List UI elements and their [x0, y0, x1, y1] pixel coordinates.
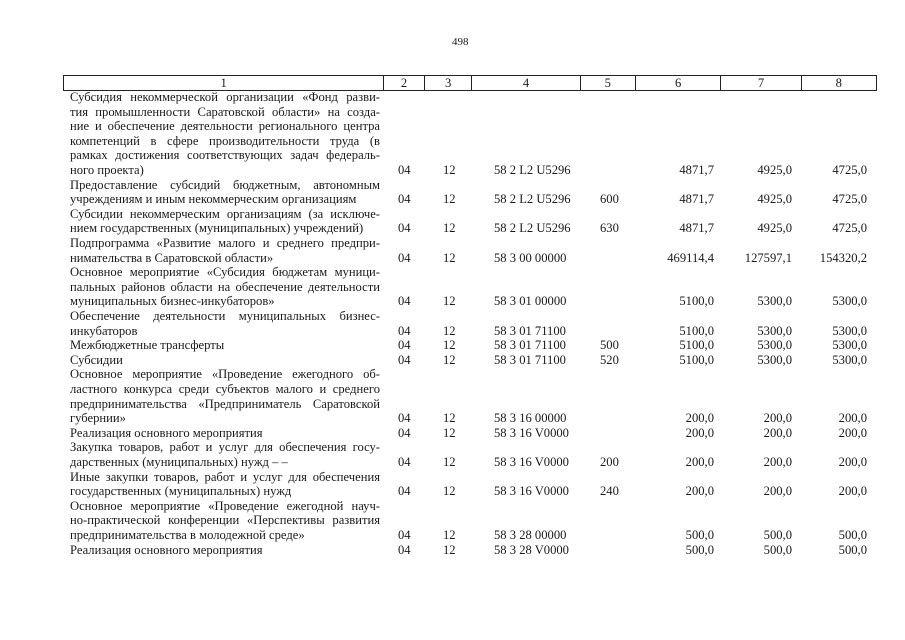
table-row — [0, 367, 905, 425]
cell-c4: 58 3 01 00000 — [494, 294, 567, 309]
cell-c2: 04 — [398, 528, 411, 542]
table-row — [0, 338, 905, 353]
row-description — [70, 353, 380, 368]
cell-c3: 12 — [443, 454, 456, 469]
cell-c6: 500,0 — [685, 528, 714, 542]
cell-c8: 200,0 — [838, 454, 867, 469]
cell-c2: 04 — [398, 411, 411, 426]
cell-c3: 12 — [443, 411, 456, 426]
cell-c4: 58 3 16 V0000 — [494, 425, 569, 440]
description-line: ние и обеспечение деятельности регионального центра — [70, 119, 380, 134]
description-line: Реализация основного мероприятия — [70, 542, 263, 557]
description-line: Субсидии — [70, 352, 123, 367]
cell-c4: 58 3 01 71100 — [494, 352, 566, 367]
description-line: но-практической конференции «Перспективы развития — [70, 513, 380, 528]
cell-c3: 12 — [443, 250, 456, 265]
cell-c7: 200,0 — [763, 454, 792, 469]
cell-c4: 58 3 28 V0000 — [494, 542, 569, 557]
cell-c8: 5300,0 — [832, 338, 867, 353]
table-row — [0, 178, 905, 207]
table-row — [0, 440, 905, 469]
cell-c8: 200,0 — [838, 411, 867, 426]
cell-c4: 58 3 01 71100 — [494, 338, 566, 353]
cell-c5: 520 — [600, 352, 619, 367]
cell-c6: 200,0 — [685, 484, 714, 499]
cell-c3: 12 — [443, 484, 456, 499]
cell-c7: 500,0 — [763, 542, 792, 557]
table-row — [0, 470, 905, 499]
cell-c2: 04 — [398, 221, 411, 236]
description-line: Основное мероприятие «Субсидия бюджетам муници- — [70, 265, 380, 280]
row-description — [70, 426, 380, 441]
cell-c7: 200,0 — [763, 484, 792, 499]
cell-c5: 500 — [600, 338, 619, 353]
cell-c8: 4725,0 — [832, 221, 867, 236]
description-line: предпринимательства «Предприниматель Саратовской — [70, 396, 380, 411]
cell-c7: 127597,1 — [744, 250, 792, 265]
description-line: ного проекта) — [70, 162, 144, 177]
table-row — [0, 90, 905, 178]
row-description — [70, 265, 380, 309]
cell-c4: 58 3 28 00000 — [494, 528, 567, 542]
row-description — [70, 440, 380, 469]
description-line: предпринимательства в молодежной среде» — [70, 527, 305, 542]
cell-c3: 12 — [443, 323, 456, 338]
table-row — [0, 353, 905, 368]
cell-c7: 5300,0 — [757, 294, 792, 309]
cell-c8: 5300,0 — [832, 352, 867, 367]
row-description — [70, 309, 380, 338]
header-col-6: 6 — [635, 76, 720, 90]
row-description — [70, 470, 380, 499]
cell-c7: 200,0 — [763, 425, 792, 440]
cell-c7: 5300,0 — [757, 338, 792, 353]
cell-c2: 04 — [398, 454, 411, 469]
table-row — [0, 207, 905, 236]
cell-c8: 500,0 — [838, 528, 867, 542]
cell-c2: 04 — [398, 352, 411, 367]
description-line: Основное мероприятие «Проведение ежегодного об- — [70, 367, 380, 382]
cell-c5: 630 — [600, 221, 619, 236]
table-body — [0, 90, 905, 630]
description-line: дарственных (муниципальных) нужд – – — [70, 454, 288, 469]
header-col-8: 8 — [801, 76, 876, 90]
cell-c3: 12 — [443, 425, 456, 440]
cell-c4: 58 2 L2 U5296 — [494, 163, 571, 177]
page-number: 498 — [452, 36, 469, 48]
cell-c8: 200,0 — [838, 484, 867, 499]
description-line: учреждениям и иным некоммерческим организациям — [70, 192, 357, 207]
cell-c3: 12 — [443, 542, 456, 557]
cell-c7: 500,0 — [763, 528, 792, 542]
cell-c7: 200,0 — [763, 411, 792, 426]
cell-c3: 12 — [443, 221, 456, 236]
cell-c7: 4925,0 — [757, 163, 792, 177]
cell-c3: 12 — [443, 192, 456, 207]
cell-c5: 240 — [600, 484, 619, 499]
cell-c8: 200,0 — [838, 425, 867, 440]
row-description — [70, 499, 380, 543]
cell-c6: 5100,0 — [679, 294, 714, 309]
cell-c3: 12 — [443, 528, 456, 542]
cell-c2: 04 — [398, 338, 411, 353]
cell-c8: 4725,0 — [832, 192, 867, 207]
row-description — [70, 90, 380, 178]
table-row — [0, 265, 905, 309]
cell-c6: 500,0 — [685, 542, 714, 557]
description-line: инкубаторов — [70, 323, 138, 338]
cell-c8: 5300,0 — [832, 323, 867, 338]
description-line: губернии» — [70, 411, 126, 426]
table-row — [0, 236, 905, 265]
description-line: нием государственных (муниципальных) учреждений) — [70, 221, 364, 236]
cell-c4: 58 3 16 V0000 — [494, 484, 569, 499]
table-row — [0, 309, 905, 338]
cell-c8: 4725,0 — [832, 163, 867, 177]
cell-c2: 04 — [398, 163, 411, 177]
cell-c5: 600 — [600, 192, 619, 207]
description-line: Подпрограмма «Развитие малого и среднего предпри- — [70, 236, 380, 250]
description-line: Субсидии некоммерческим организациям (за исключе- — [70, 206, 380, 221]
cell-c6: 469114,4 — [667, 250, 714, 265]
cell-c6: 4871,7 — [679, 221, 714, 236]
description-line: Обеспечение деятельности муниципальных бизнес- — [70, 309, 380, 323]
row-description — [70, 178, 380, 207]
description-line: муниципальных бизнес-инкубаторов» — [70, 294, 275, 309]
table-row — [0, 426, 905, 441]
header-col-7: 7 — [720, 76, 800, 90]
cell-c6: 200,0 — [685, 454, 714, 469]
cell-c2: 04 — [398, 323, 411, 338]
description-line: Межбюджетные трансферты — [70, 338, 225, 353]
row-description — [70, 338, 380, 353]
row-description — [70, 207, 380, 236]
cell-c7: 4925,0 — [757, 192, 792, 207]
description-line: Основное мероприятие «Проведение ежегодной науч- — [70, 498, 380, 513]
cell-c4: 58 3 16 V0000 — [494, 454, 569, 469]
description-line: Субсидия некоммерческой организации «Фонд разви- — [70, 90, 380, 104]
description-line: Закупка товаров, работ и услуг для обеспечения госу- — [70, 440, 380, 455]
cell-c4: 58 3 00 00000 — [494, 250, 567, 265]
cell-c8: 154320,2 — [819, 250, 867, 265]
cell-c6: 5100,0 — [679, 338, 714, 353]
cell-c4: 58 3 01 71100 — [494, 323, 566, 338]
cell-c6: 200,0 — [685, 425, 714, 440]
cell-c3: 12 — [443, 163, 456, 177]
cell-c2: 04 — [398, 542, 411, 557]
cell-c5: 200 — [600, 454, 619, 469]
description-line: государственных (муниципальных) нужд — [70, 484, 292, 499]
cell-c3: 12 — [443, 294, 456, 309]
description-line: Реализация основного мероприятия — [70, 425, 263, 440]
table-header — [63, 75, 877, 91]
cell-c4: 58 2 L2 U5296 — [494, 221, 571, 236]
cell-c4: 58 2 L2 U5296 — [494, 192, 571, 207]
header-col-3: 3 — [424, 76, 472, 90]
cell-c3: 12 — [443, 338, 456, 353]
header-col-2: 2 — [383, 76, 424, 90]
description-line: рамках достижения соответствующих задач федераль- — [70, 148, 380, 163]
description-line: Иные закупки товаров, работ и услуг для обеспечения — [70, 469, 380, 484]
header-col-4: 4 — [471, 76, 579, 90]
cell-c6: 4871,7 — [679, 163, 714, 177]
description-line: Предоставление субсидий бюджетным, автономным — [70, 177, 380, 192]
cell-c2: 04 — [398, 250, 411, 265]
description-line: тия промышленности Саратовской области» на созда- — [70, 104, 380, 119]
description-line: ластного конкурса среди субъектов малого и среднего — [70, 381, 380, 396]
row-description — [70, 367, 380, 425]
cell-c8: 5300,0 — [832, 294, 867, 309]
cell-c6: 200,0 — [685, 411, 714, 426]
description-line: компетенций в сфере производительности труда (в — [70, 133, 380, 148]
cell-c6: 4871,7 — [679, 192, 714, 207]
row-description — [70, 236, 380, 265]
cell-c4: 58 3 16 00000 — [494, 411, 567, 426]
header-col-1: 1 — [220, 76, 227, 90]
description-line: пальных районов области на обеспечение деятельности — [70, 279, 380, 294]
cell-c7: 5300,0 — [757, 323, 792, 338]
cell-c7: 4925,0 — [757, 221, 792, 236]
cell-c7: 5300,0 — [757, 352, 792, 367]
table-row — [0, 499, 905, 543]
description-line: нимательства в Саратовской области» — [70, 250, 274, 265]
cell-c2: 04 — [398, 192, 411, 207]
cell-c2: 04 — [398, 484, 411, 499]
row-description — [70, 543, 380, 558]
cell-c2: 04 — [398, 294, 411, 309]
cell-c2: 04 — [398, 425, 411, 440]
cell-c6: 5100,0 — [679, 323, 714, 338]
cell-c8: 500,0 — [838, 542, 867, 557]
table-row — [0, 543, 905, 558]
cell-c3: 12 — [443, 352, 456, 367]
cell-c6: 5100,0 — [679, 352, 714, 367]
header-col-5: 5 — [580, 76, 636, 90]
